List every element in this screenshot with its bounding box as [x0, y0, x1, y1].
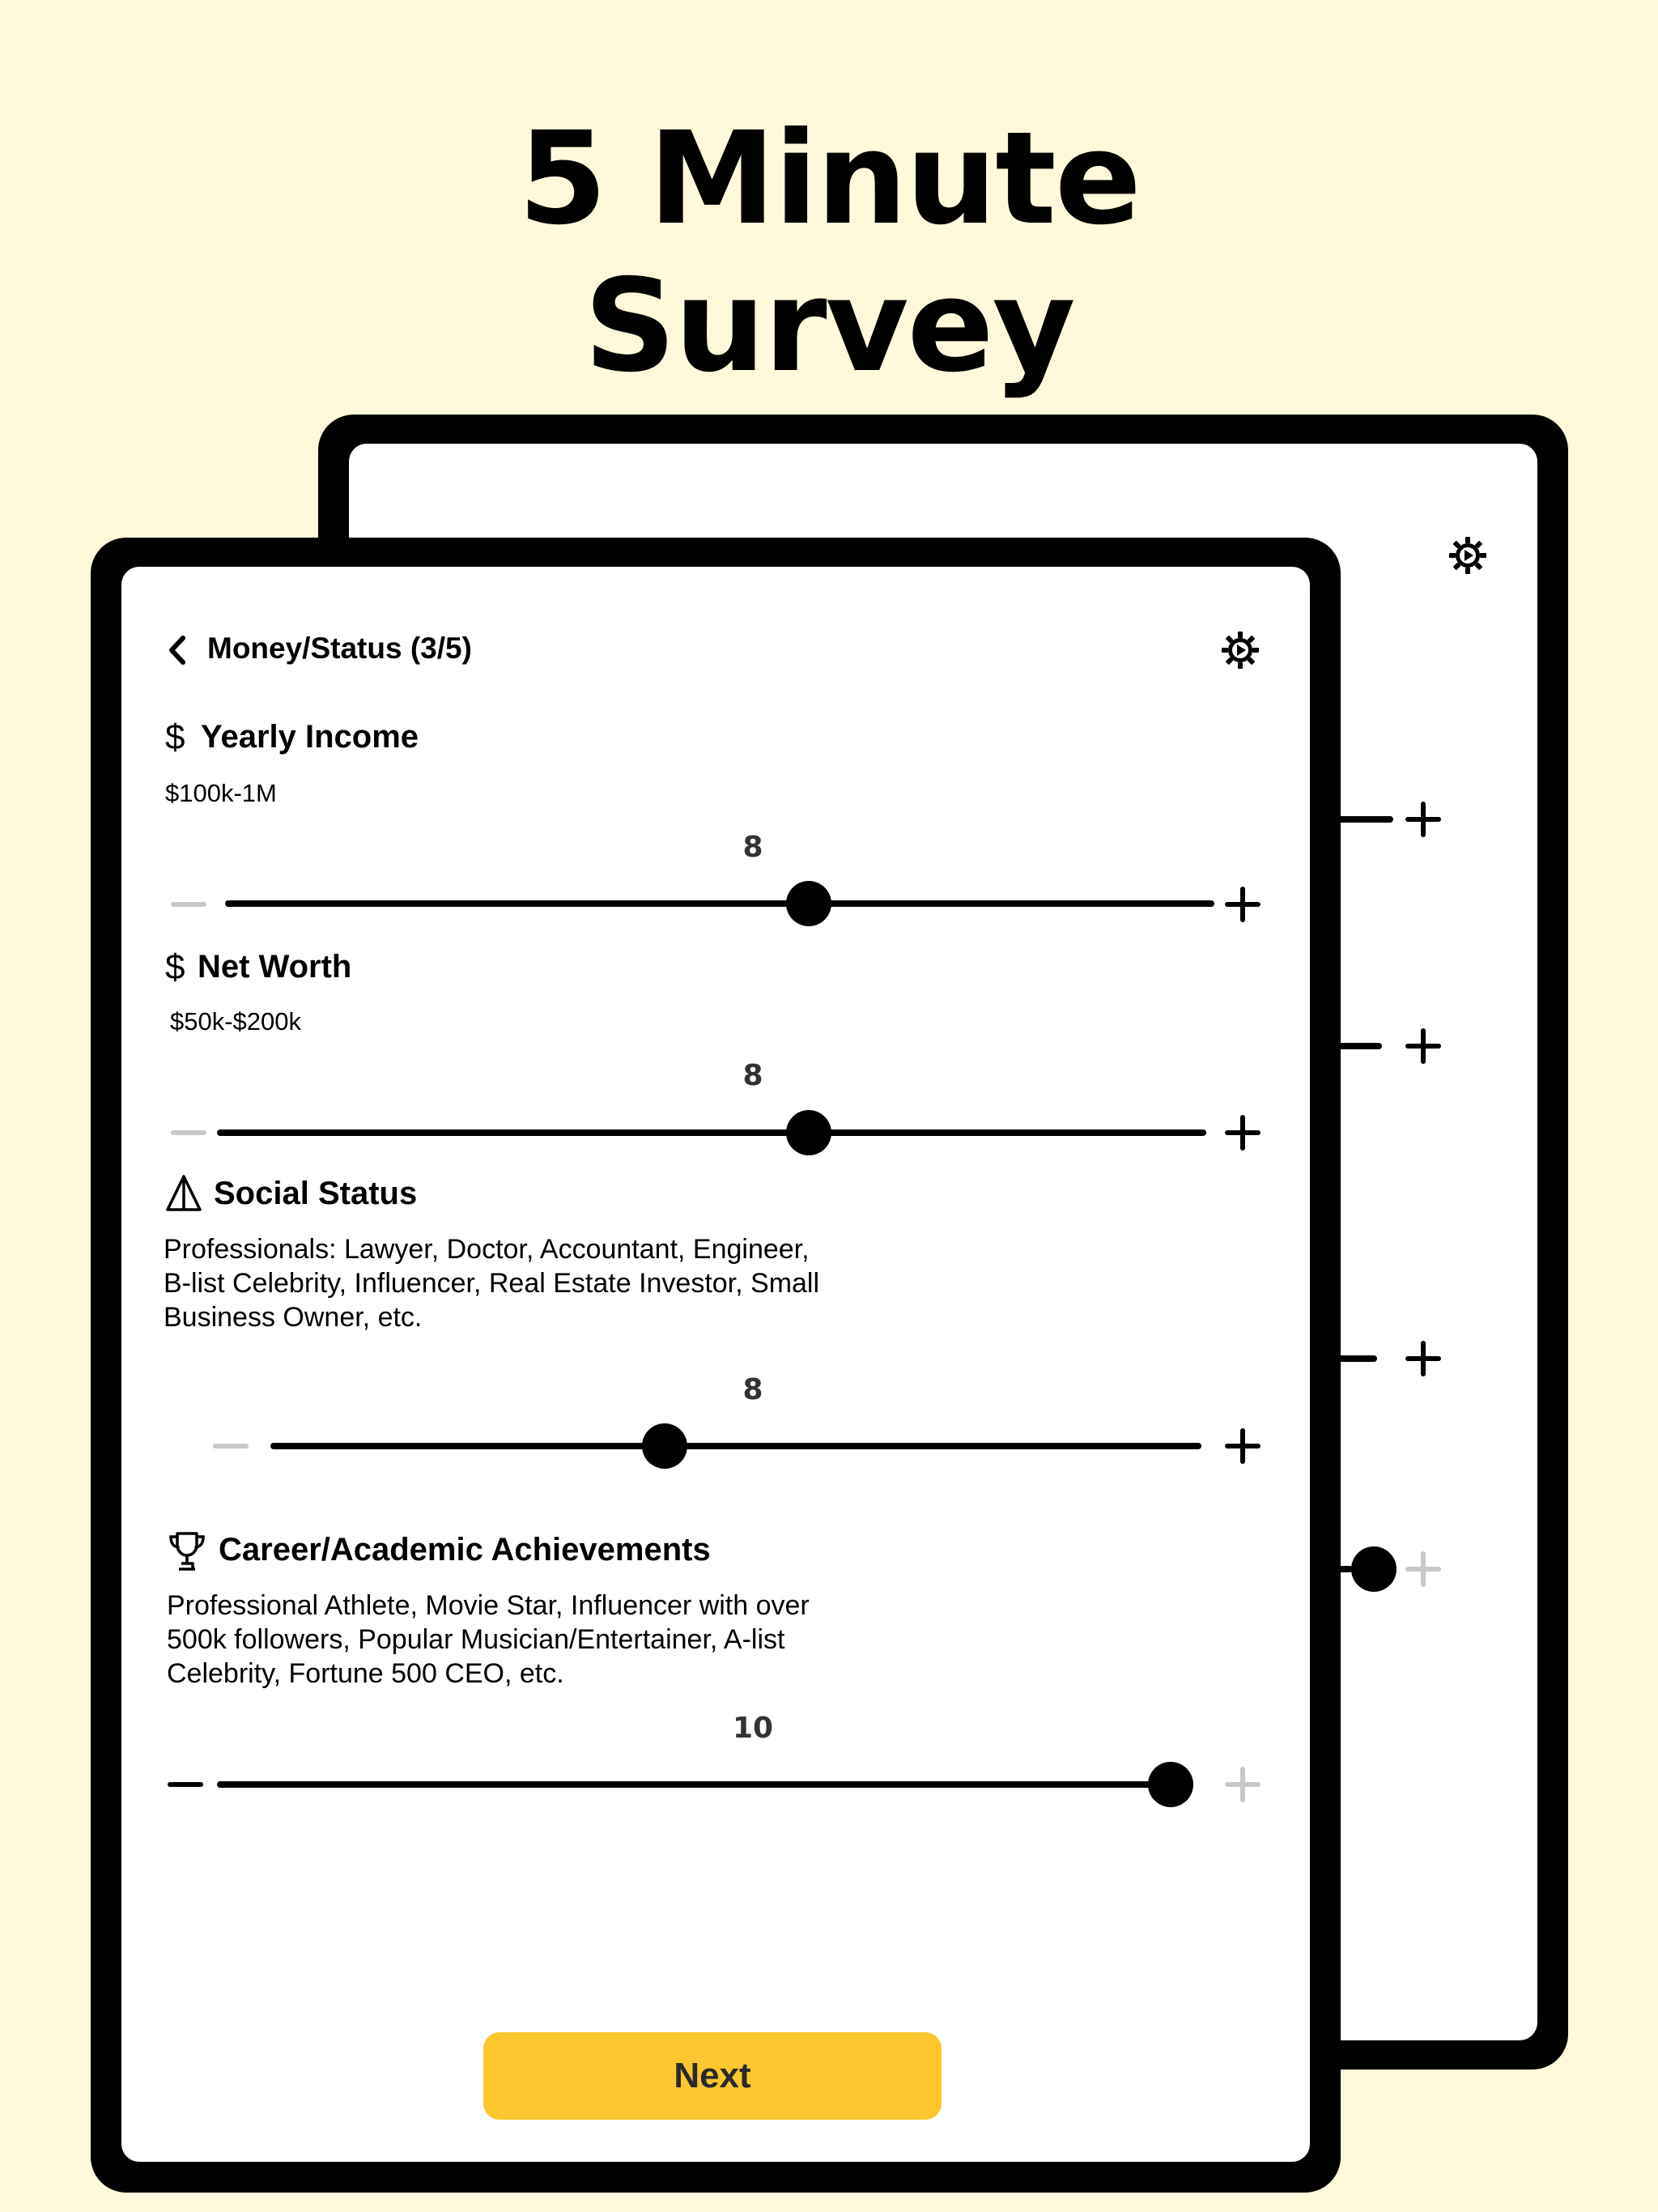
back-chevron-icon[interactable] [165, 634, 189, 666]
minus-icon-disabled[interactable] [167, 883, 210, 926]
next-button[interactable]: Next [483, 2032, 942, 2120]
hero-title-line-1: 5 Minute [518, 104, 1140, 253]
back-plus-icon[interactable] [1401, 798, 1445, 841]
plus-icon[interactable] [1221, 883, 1265, 926]
pyramid-icon [165, 1174, 202, 1213]
dollar-icon: $ [165, 717, 185, 757]
back-slider-thumb[interactable] [1351, 1546, 1397, 1592]
slider-track-career-achievements[interactable] [217, 1781, 1159, 1788]
slider-track-social-status[interactable] [270, 1443, 1201, 1449]
section-value-net-worth: $50k-$200k [170, 1007, 302, 1036]
slider-track-yearly-income[interactable] [225, 900, 1214, 907]
back-plus-icon[interactable] [1401, 1024, 1445, 1068]
section-description-social-status: Professionals: Lawyer, Doctor, Accountant, Engineer, B-list Celebrity, Influencer, Real Estate Investor, Small Business Owner, etc. [164, 1234, 820, 1333]
front-device-frame [91, 538, 1341, 2193]
minus-icon[interactable] [164, 1763, 207, 1806]
minus-icon-disabled[interactable] [209, 1424, 253, 1468]
section-title-net-worth: Net Worth [198, 949, 352, 985]
slider-value-net-worth: 8 [742, 1059, 763, 1092]
hero-title-line-2: Survey [584, 252, 1074, 401]
section-title-yearly-income: Yearly Income [201, 719, 419, 755]
slider-value-yearly-income: 8 [742, 831, 763, 864]
settings-icon[interactable] [1221, 631, 1260, 670]
plus-icon[interactable] [1221, 1111, 1265, 1155]
hero-title [0, 105, 1658, 400]
back-settings-icon[interactable] [1448, 536, 1487, 575]
slider-thumb-net-worth[interactable] [786, 1110, 831, 1155]
back-plus-icon-disabled[interactable] [1401, 1547, 1445, 1591]
minus-icon-disabled[interactable] [167, 1111, 210, 1155]
slider-track-net-worth[interactable] [217, 1129, 1206, 1136]
dollar-icon: $ [165, 947, 185, 987]
slider-thumb-career-achievements[interactable] [1148, 1762, 1193, 1807]
plus-icon-disabled[interactable] [1221, 1763, 1265, 1806]
section-title-social-status: Social Status [214, 1176, 418, 1211]
slider-value-career-achievements: 10 [732, 1712, 774, 1745]
page-title: Money/Status (3/5) [207, 632, 472, 665]
section-value-yearly-income: $100k-1M [165, 779, 277, 807]
section-description-career-achievements: Professional Athlete, Movie Star, Influencer with over 500k followers, Popular Musician/Entertainer, A-list Celebrity, Fortune 500 CEO, etc. [167, 1590, 810, 1689]
survey-screen [121, 567, 1310, 2162]
back-plus-icon[interactable] [1401, 1337, 1445, 1380]
slider-thumb-yearly-income[interactable] [786, 881, 831, 926]
trophy-icon [167, 1530, 207, 1572]
section-title-career-achievements: Career/Academic Achievements [219, 1532, 711, 1568]
plus-icon[interactable] [1221, 1424, 1265, 1468]
slider-value-social-status: 8 [742, 1373, 763, 1406]
slider-thumb-social-status[interactable] [642, 1423, 687, 1469]
